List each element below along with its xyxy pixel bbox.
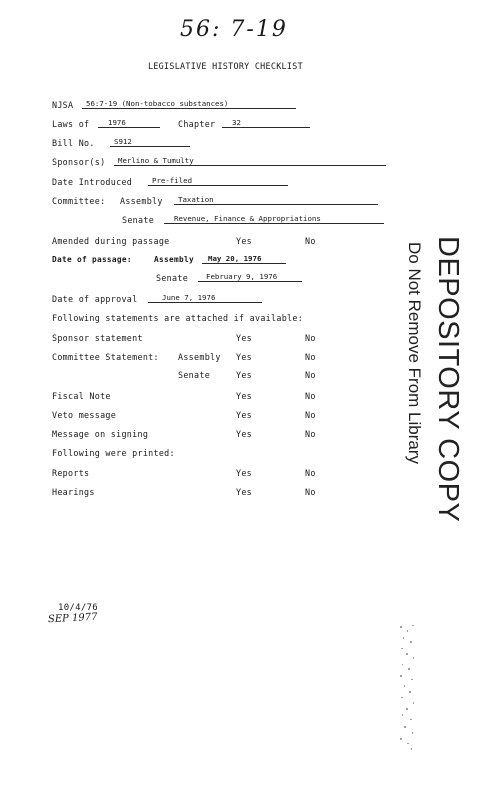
committee-assembly-value: Taxation [174, 195, 378, 205]
message-on-signing-yes: Yes [236, 429, 253, 439]
fiscal-note-no: No [305, 391, 316, 401]
committee-statement-assembly-no: No [305, 352, 316, 362]
committee-senate-label: Senate [122, 215, 155, 225]
passage-senate-label: Senate [156, 273, 189, 283]
reports-yes: Yes [236, 468, 253, 478]
hearings-no: No [305, 487, 316, 497]
committee-statement-label: Committee Statement: [52, 352, 159, 362]
reports-no: No [305, 468, 316, 478]
veto-message-label: Veto message [52, 410, 117, 420]
footer-note: SEP 1977 [47, 611, 98, 626]
depository-stamp-line1: DEPOSITORY COPY [432, 236, 464, 523]
passage-senate-value: February 9, 1976 [198, 272, 302, 282]
message-on-signing-label: Message on signing [52, 429, 149, 439]
committee-statement-senate-label: Senate [178, 370, 211, 380]
date-of-approval-label: Date of approval [52, 294, 138, 304]
amended-no: No [305, 236, 316, 246]
committee-statement-senate-no: No [305, 370, 316, 380]
committee-statement-assembly-yes: Yes [236, 352, 253, 362]
sponsor-statement-no: No [305, 333, 316, 343]
date-of-approval-value: June 7, 1976 [148, 293, 262, 303]
depository-stamp [384, 236, 474, 523]
njsa-label: NJSA [52, 100, 74, 110]
passage-assembly-value: May 20, 1976 [202, 254, 286, 264]
sponsor-statement-yes: Yes [236, 333, 253, 343]
bill-no-label: Bill No. [52, 138, 95, 148]
page-title: LEGISLATIVE HISTORY CHECKLIST [148, 61, 303, 71]
depository-stamp-line2: Do Not Remove From Library [405, 242, 424, 465]
passage-assembly-label: Assembly [154, 255, 194, 264]
committee-assembly-label: Assembly [120, 196, 163, 206]
statements-heading: Following statements are attached if available: [52, 313, 304, 323]
amended-label: Amended during passage [52, 236, 170, 246]
chapter-value: 32 [222, 118, 310, 128]
committee-statement-assembly-label: Assembly [178, 352, 221, 362]
sponsors-label: Sponsor(s) [52, 157, 106, 167]
sponsor-statement-label: Sponsor statement [52, 333, 143, 343]
laws-of-label: Laws of [52, 119, 90, 129]
message-on-signing-no: No [305, 429, 316, 439]
sponsors-value: Merlino & Tumulty [114, 156, 386, 166]
bill-no-value: S912 [110, 137, 190, 147]
footer-date: 10/4/76 [58, 603, 99, 613]
date-introduced-value: Pre-filed [148, 176, 288, 186]
committee-senate-value: Revenue, Finance & Appropriations [164, 214, 384, 224]
committee-statement-senate-yes: Yes [236, 370, 253, 380]
hearings-label: Hearings [52, 487, 95, 497]
printed-heading: Following were printed: [52, 448, 175, 458]
scan-noise-strip [398, 622, 416, 752]
date-of-passage-label: Date of passage: [52, 255, 132, 264]
fiscal-note-yes: Yes [236, 391, 253, 401]
njsa-value: 56:7-19 (Non-tobacco substances) [82, 99, 296, 109]
veto-message-no: No [305, 410, 316, 420]
date-introduced-label: Date Introduced [52, 177, 133, 187]
handwritten-statute-number: 56: 7-19 [180, 17, 288, 42]
reports-label: Reports [52, 468, 90, 478]
laws-of-value: 1976 [98, 118, 160, 128]
committee-label: Committee: [52, 196, 106, 206]
amended-yes: Yes [236, 236, 253, 246]
veto-message-yes: Yes [236, 410, 253, 420]
chapter-label: Chapter [178, 119, 216, 129]
fiscal-note-label: Fiscal Note [52, 391, 111, 401]
hearings-yes: Yes [236, 487, 253, 497]
